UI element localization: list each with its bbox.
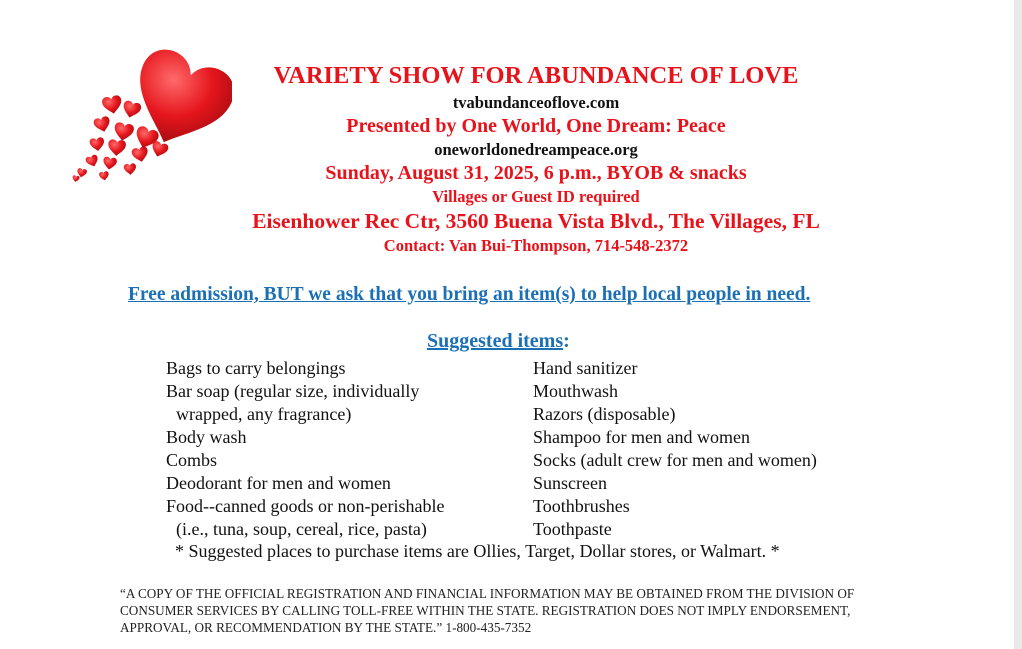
disclaimer-line: CONSUMER SERVICES BY CALLING TOLL-FREE WITHIN THE STATE. REGISTRATION DOES NOT IMPLY ENDORSEMENT, xyxy=(120,603,851,618)
suggested-items-heading xyxy=(427,330,570,353)
list-item: Combs xyxy=(166,450,218,470)
event-website: tvabundanceoflove.com xyxy=(452,93,620,112)
list-item: Toothpaste xyxy=(533,519,612,539)
free-admission-notice: Free admission, BUT we ask that you bring an item(s) to help local people in need. xyxy=(128,284,811,305)
presented-by: Presented by One World, One Dream: Peace xyxy=(346,115,726,137)
list-item: Toothbrushes xyxy=(533,496,630,516)
list-item: Deodorant for men and women xyxy=(166,473,391,493)
list-item: Bar soap (regular size, individually xyxy=(166,381,420,401)
disclaimer-line: “A COPY OF THE OFFICIAL REGISTRATION AND FINANCIAL INFORMATION MAY BE OBTAINED FROM THE DIVISION OF xyxy=(120,586,855,601)
list-item: Sunscreen xyxy=(533,473,607,493)
event-location: Eisenhower Rec Ctr, 3560 Buena Vista Blvd., The Villages, FL xyxy=(252,209,820,233)
list-item: Shampoo for men and women xyxy=(533,427,750,447)
list-item: Razors (disposable) xyxy=(533,404,676,424)
event-contact: Contact: Van Bui-Thompson, 714-548-2372 xyxy=(383,236,689,255)
id-requirement: Villages or Guest ID required xyxy=(432,187,640,206)
list-item: Mouthwash xyxy=(533,381,618,401)
org-website: oneworldonedreampeace.org xyxy=(434,140,638,159)
list-item: Socks (adult crew for men and women) xyxy=(533,450,817,470)
suggested-items-heading-text: Suggested items xyxy=(427,330,564,352)
suggested-items-left-column xyxy=(166,357,444,541)
list-item: Body wash xyxy=(166,427,247,447)
suggested-items-heading-colon: : xyxy=(563,330,570,352)
event-header xyxy=(200,60,872,257)
list-item: Food--canned goods or non-perishable xyxy=(166,496,445,516)
disclaimer-line: APPROVAL, OR RECOMMENDATION BY THE STATE.” 1-800-435-7352 xyxy=(120,620,532,635)
purchase-note: * Suggested places to purchase items are Ollies, Target, Dollar stores, or Walmart. * xyxy=(175,541,780,561)
event-date: Sunday, August 31, 2025, 6 p.m., BYOB & snacks xyxy=(325,162,747,184)
list-item: wrapped, any fragrance) xyxy=(176,404,352,424)
event-title: VARIETY SHOW FOR ABUNDANCE OF LOVE xyxy=(273,62,799,89)
page-edge xyxy=(1014,0,1022,649)
list-item: Hand sanitizer xyxy=(533,358,638,378)
list-item: (i.e., tuna, soup, cereal, rice, pasta) xyxy=(176,519,427,539)
list-item: Bags to carry belongings xyxy=(166,358,346,378)
suggested-items-right-column xyxy=(533,357,817,541)
registration-disclaimer xyxy=(120,585,1000,636)
